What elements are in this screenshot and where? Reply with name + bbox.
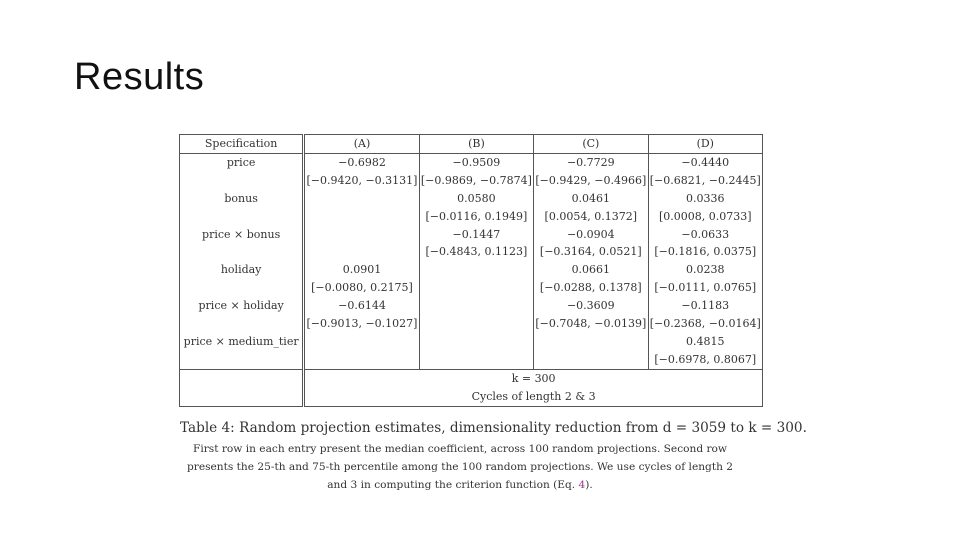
value-cell: −0.0633 (681, 227, 730, 241)
table-row (180, 226, 763, 244)
specification-cell: price × holiday (180, 297, 304, 315)
specification-cell: bonus (180, 190, 304, 208)
value-cell: −0.6144 (304, 297, 419, 315)
value-cell: 0.0461 (534, 190, 648, 208)
value-cell (419, 297, 533, 315)
caption-text-end: ). (585, 479, 593, 491)
caption-title: Table 4: Random projection estimates, dimensionality reduction from d = 3059 to k = 300. (180, 420, 807, 436)
specification-cell: price × bonus (180, 226, 304, 244)
value-cell: 0.4815 (686, 334, 725, 348)
value-cell: [−0.1816, 0.0375] (654, 245, 757, 259)
value-cell: [−0.6978, 0.8067] (648, 351, 762, 369)
value-cell: −0.1183 (681, 299, 730, 313)
table-row (180, 190, 763, 208)
table-row (180, 279, 763, 297)
value-cell: [−0.4843, 0.1123] (419, 243, 533, 261)
value-cell: 0.0336 (686, 191, 725, 205)
value-cell (304, 226, 419, 244)
table-row (180, 261, 763, 279)
value-cell: [−0.7048, −0.0139] (534, 315, 648, 333)
header-d: (D) (648, 135, 762, 154)
value-cell: [−0.9013, −0.1027] (304, 315, 419, 333)
value-cell (419, 351, 533, 369)
value-cell (304, 351, 419, 369)
value-cell: −0.1447 (419, 226, 533, 244)
table-header-row (180, 135, 763, 154)
table-body (180, 153, 763, 369)
header-c: (C) (534, 135, 648, 154)
value-cell: [−0.6821, −0.2445] (649, 173, 761, 187)
value-cell: [−0.9869, −0.7874] (419, 172, 533, 190)
header-b: (B) (419, 135, 533, 154)
footer-cycles: Cycles of length 2 & 3 (471, 389, 596, 403)
slide-title: Results (74, 56, 205, 98)
value-cell: [−0.3164, 0.0521] (534, 243, 648, 261)
value-cell: [−0.0111, 0.0765] (654, 281, 757, 295)
specification-cell (180, 208, 304, 226)
footer-empty-cell (180, 369, 304, 406)
value-cell: 0.0580 (419, 190, 533, 208)
value-cell: 0.0661 (534, 261, 648, 279)
table-row (180, 243, 763, 261)
value-cell (304, 333, 419, 351)
value-cell: [0.0008, 0.0733] (658, 209, 752, 223)
specification-cell: holiday (180, 261, 304, 279)
value-cell: [−0.9429, −0.4966] (534, 172, 648, 190)
value-cell: [−0.0116, 0.1949] (419, 208, 533, 226)
value-cell: −0.4440 (681, 155, 730, 169)
value-cell: −0.3609 (534, 297, 648, 315)
value-cell: 0.0901 (304, 261, 419, 279)
table-row (180, 208, 763, 226)
specification-cell (180, 279, 304, 297)
table-row (180, 153, 763, 171)
specification-cell (180, 172, 304, 190)
table-row (180, 297, 763, 315)
table-row (180, 351, 763, 369)
value-cell: [−0.0080, 0.2175] (304, 279, 419, 297)
table-row (180, 315, 763, 333)
value-cell: −0.6982 (304, 153, 419, 171)
table-row (180, 333, 763, 351)
value-cell (304, 243, 419, 261)
equation-reference-link[interactable]: 4 (578, 479, 586, 491)
specification-cell: price × medium_tier (180, 333, 304, 351)
value-cell (419, 333, 533, 351)
caption-text: First row in each entry present the median coefficient, across 100 random projections. Second row presents the 25-th and 75-th percentile among the 100 random projections. We use cycles of length 2 and 3 in computing the criterion function (Eq. (186, 443, 734, 491)
value-cell: −0.7729 (534, 153, 648, 171)
value-cell: 0.0238 (686, 263, 725, 277)
value-cell (304, 190, 419, 208)
specification-cell (180, 243, 304, 261)
results-table-wrap (179, 134, 763, 407)
table-caption (180, 420, 807, 494)
value-cell (534, 333, 648, 351)
value-cell: [−0.2368, −0.0164] (649, 317, 761, 331)
value-cell (419, 261, 533, 279)
specification-cell (180, 315, 304, 333)
value-cell (534, 351, 648, 369)
caption-body (180, 440, 740, 494)
value-cell: [−0.9420, −0.3131] (304, 172, 419, 190)
value-cell (304, 208, 419, 226)
header-specification: Specification (180, 135, 304, 154)
table-row (180, 172, 763, 190)
results-table (179, 134, 763, 407)
value-cell: [0.0054, 0.1372] (534, 208, 648, 226)
table-footer-row (180, 369, 763, 387)
value-cell (419, 279, 533, 297)
specification-cell: price (180, 153, 304, 171)
value-cell (419, 315, 533, 333)
header-a: (A) (304, 135, 419, 154)
footer-k: k = 300 (511, 371, 556, 385)
value-cell: −0.0904 (534, 226, 648, 244)
value-cell: [−0.0288, 0.1378] (534, 279, 648, 297)
specification-cell (180, 351, 304, 369)
value-cell: −0.9509 (419, 153, 533, 171)
